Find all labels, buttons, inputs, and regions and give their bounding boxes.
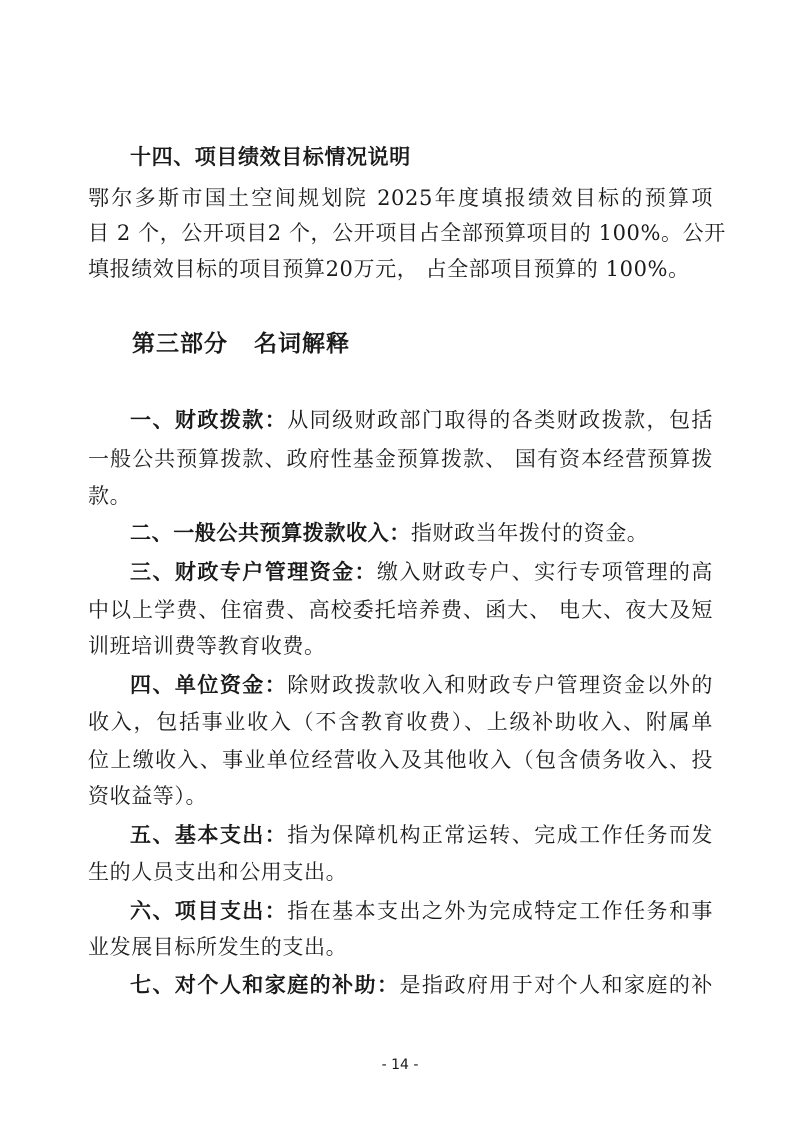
term-label: 七、对个人和家庭的补助： <box>130 972 400 997</box>
term-label: 二、一般公共预算拨款收入： <box>130 520 411 545</box>
paragraph-line: 目 2 个，公开项目2 个，公开项目占全部预算项目的 100%。公开 <box>88 221 726 245</box>
term-label: 一、财政拨款： <box>130 407 288 432</box>
part-three-title <box>132 328 350 360</box>
term-line: 一、财政拨款：从同级财政部门取得的各类财政拨款，包括 <box>130 407 714 432</box>
term-label: 五、基本支出： <box>130 822 288 847</box>
page-number: - 14 - <box>381 1057 419 1073</box>
term-line: 七、对个人和家庭的补助：是指政府用于对个人和家庭的补 <box>130 972 713 997</box>
term-line: 款。 <box>88 484 132 508</box>
paragraph-line: 填报绩效目标的项目预算20万元， 占全部项目预算的 100%。 <box>88 257 690 281</box>
term-line: 二、一般公共预算拨款收入：指财政当年拨付的资金。 <box>130 520 649 545</box>
term-line: 业发展目标所发生的支出。 <box>88 935 348 959</box>
section-heading-14: 十四、项目绩效目标情况说明 <box>130 144 411 169</box>
term-line: 六、项目支出：指在基本支出之外为完成特定工作任务和事 <box>130 898 714 923</box>
term-line: 中以上学费、住宿费、高校委托培养费、函大、 电大、夜大及短 <box>88 598 713 622</box>
term-label: 三、财政专户管理资金： <box>130 559 378 584</box>
part-three-name: 名词解释 <box>254 330 350 357</box>
term-line: 训班培训费等教育收费。 <box>88 634 326 658</box>
term-line: 位上缴收入、事业单位经营收入及其他收入（包含债务收入、投 <box>88 748 713 772</box>
part-three-label: 第三部分 <box>132 330 228 357</box>
term-line: 收入，包括事业收入（不含教育收费）、上级补助收入、附属单 <box>88 710 713 734</box>
term-line: 三、财政专户管理资金：缴入财政专户、实行专项管理的高 <box>130 559 713 584</box>
term-line: 资收益等）。 <box>88 784 208 808</box>
term-line: 一般公共预算拨款、政府性基金预算拨款、 国有资本经营预算拨 <box>88 447 713 471</box>
term-line: 四、单位资金：除财政拨款收入和财政专户管理资金以外的 <box>130 672 714 697</box>
term-line: 五、基本支出：指为保障机构正常运转、完成工作任务而发 <box>130 822 714 847</box>
term-line: 生的人员支出和公用支出。 <box>88 860 348 884</box>
term-label: 四、单位资金： <box>130 672 288 697</box>
term-label: 六、项目支出： <box>130 898 288 923</box>
paragraph-line: 鄂尔多斯市国土空间规划院 2025年度填报绩效目标的预算项 <box>88 186 713 210</box>
